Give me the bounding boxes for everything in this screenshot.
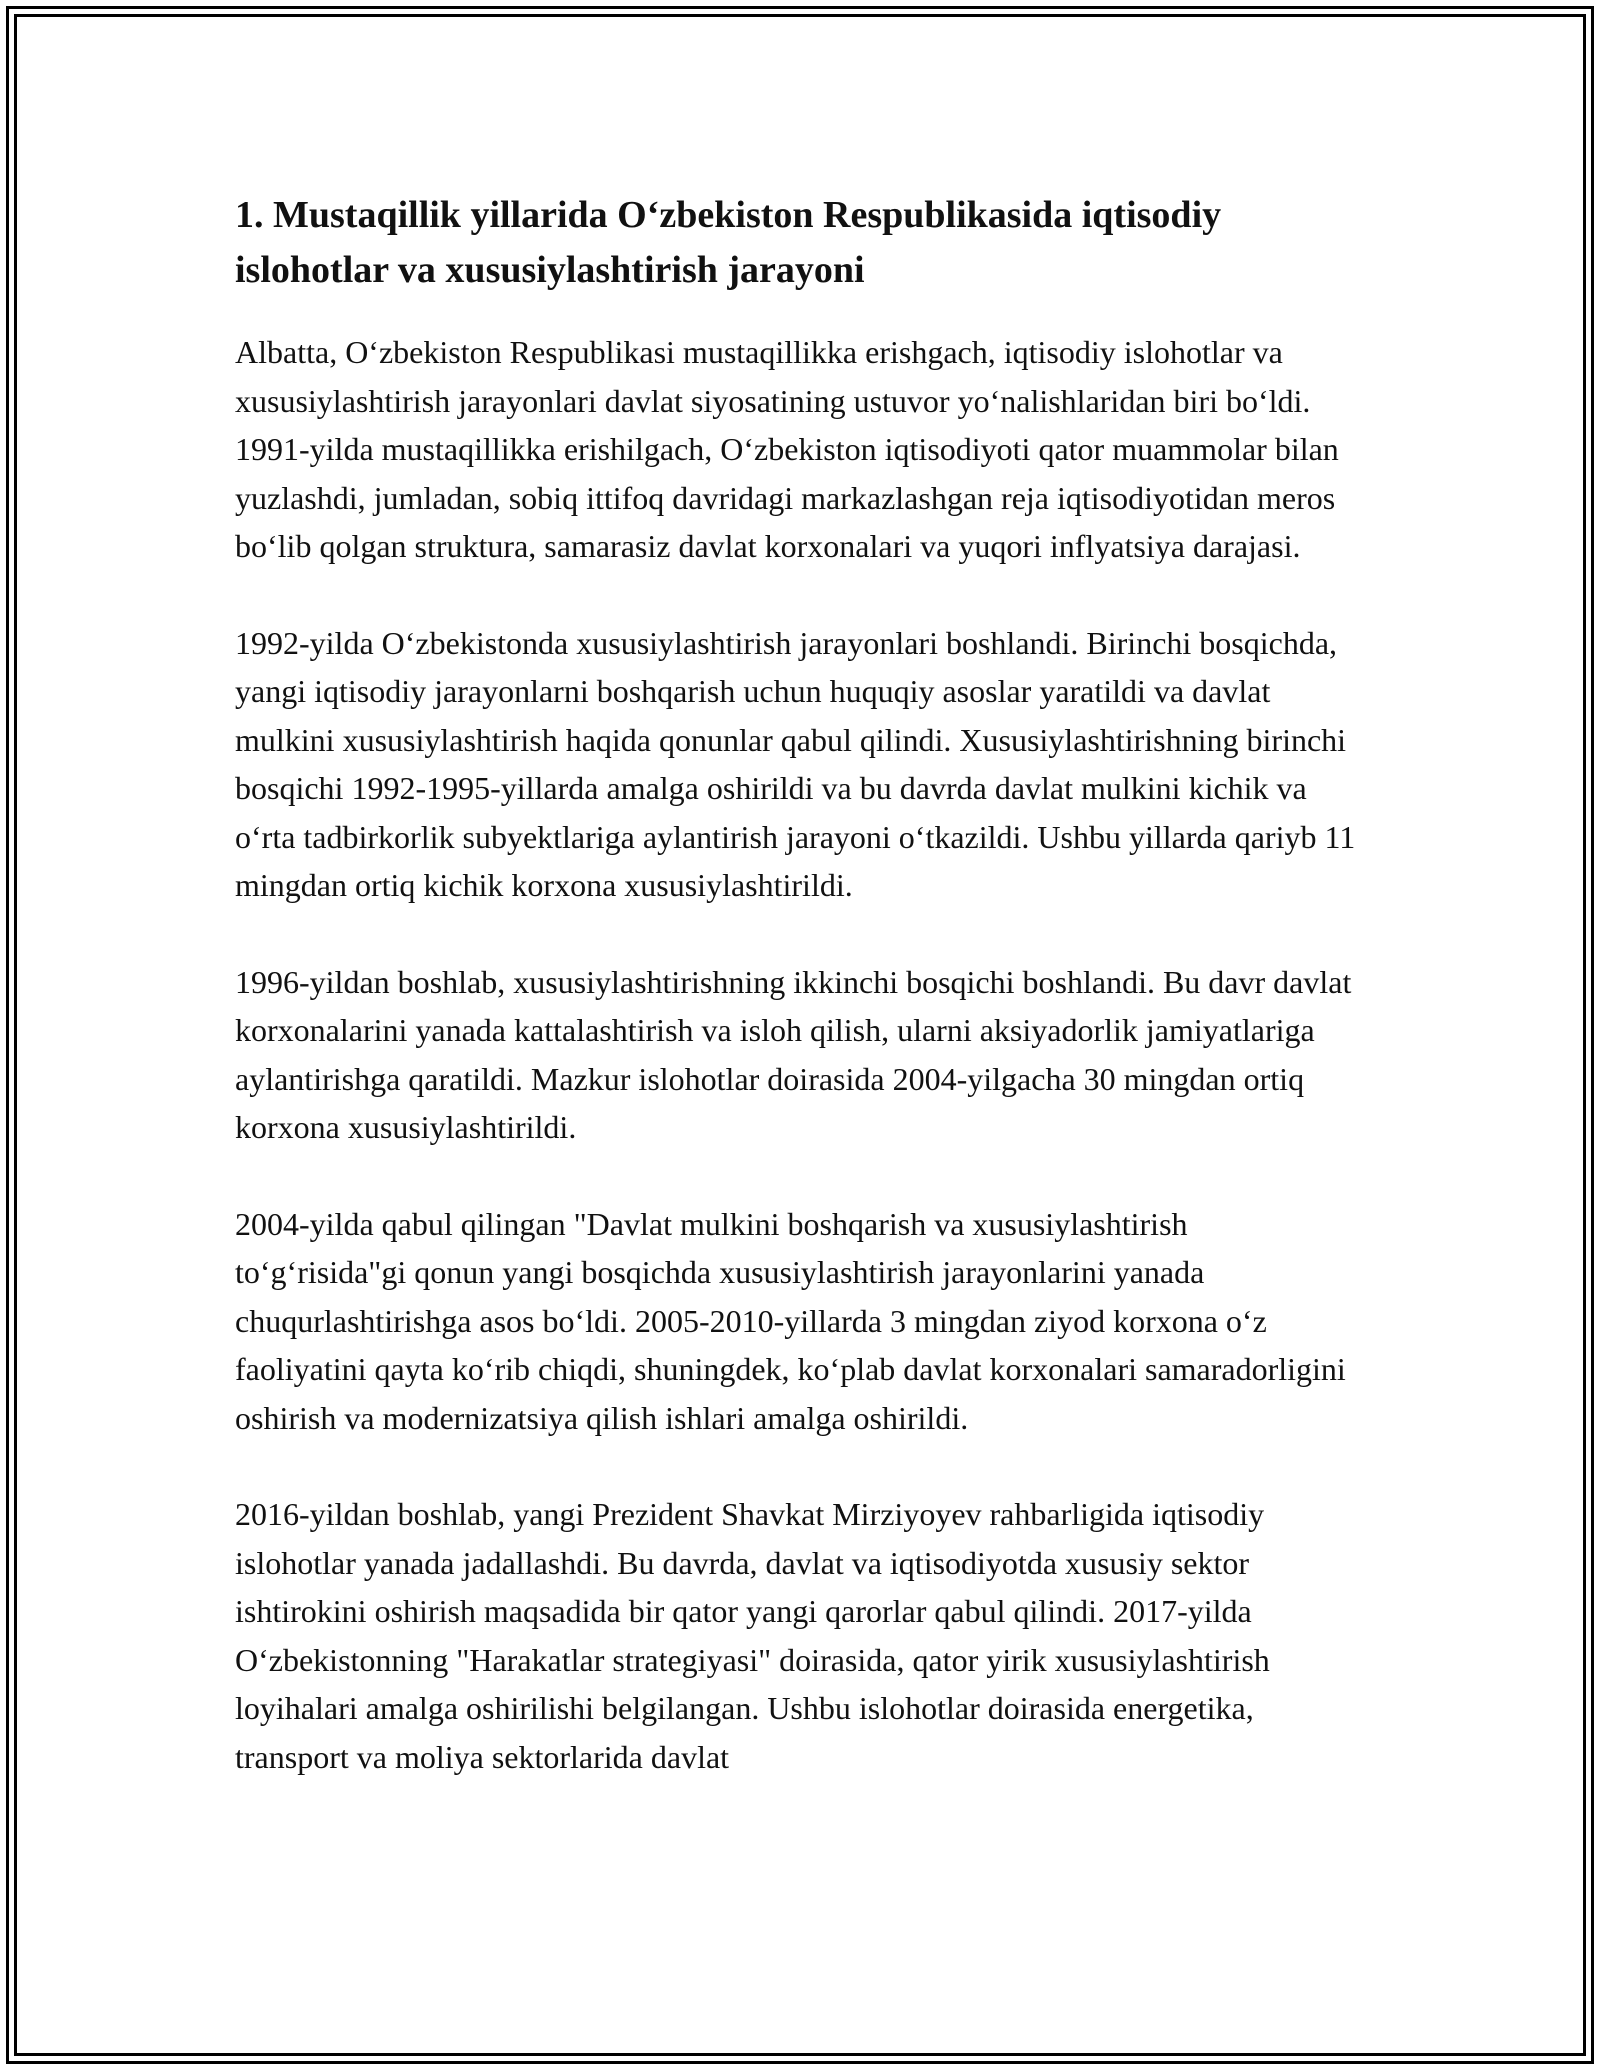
document-title: 1. Mustaqillik yillarida O‘zbekiston Respublikasida iqtisodiy islohotlar va xususiylashtirish jarayoni — [235, 194, 1222, 291]
document-body — [235, 188, 1365, 1829]
paragraph-4: 2004-yilda qabul qilingan "Davlat mulkini boshqarish va xususiylashtirish to‘g‘risida"gi qonun yangi bosqichda xususiylashtirish jarayonlarini yanada chuqurlashtirishga asos bo‘ldi. 2005-2010-yillarda 3 mingdan ziyod korxona o‘z faoliyatini qayta ko‘rib chiqdi, shuningdek, ko‘plab davlat korxonalari samaradorligini oshirish va modernizatsiya qilish ishlari amalga oshirildi. — [235, 1205, 1346, 1436]
paragraph-2: 1992-yilda O‘zbekistonda xususiylashtirish jarayonlari boshlandi. Birinchi bosqichda, yangi iqtisodiy jarayonlarni boshqarish uchun huquqiy asoslar yaratildi va davlat mulkini xususiylashtirish haqida qonunlar qabul qilindi. Xususiylashtirishning birinchi bosqichi 1992-1995-yillarda amalga oshirildi va bu davrda davlat mulkini kichik va o‘rta tadbirkorlik subyektlariga aylantirish jarayoni o‘tkazildi. Ushbu yillarda qariyb 11 mingdan ortiq kichik korxona xususiylashtirildi. — [235, 624, 1356, 903]
paragraph-3: 1996-yildan boshlab, xususiylashtirishning ikkinchi bosqichi boshlandi. Bu davr davlat korxonalarini yanada kattalashtirish va isloh qilish, ularni aksiyadorlik jamiyatlariga aylantirishga qaratildi. Mazkur islohotlar doirasida 2004-yilgacha 30 mingdan ortiq korxona xususiylashtirildi. — [235, 963, 1352, 1145]
paragraph-1: Albatta, O‘zbekiston Respublikasi mustaqillikka erishgach, iqtisodiy islohotlar va xususiylashtirish jarayonlari davlat siyosatining ustuvor yo‘nalishlaridan biri bo‘ldi. 1991-yilda mustaqillikka erishilgach, O‘zbekiston iqtisodiyoti qator muammolar bilan yuzlashdi, jumladan, sobiq ittifoq davridagi markazlashgan reja iqtisodiyotidan meros bo‘lib qolgan struktura, samarasiz davlat korxonalari va yuqori inflyatsiya darajasi. — [235, 334, 1339, 564]
paragraph-5: 2016-yildan boshlab, yangi Prezident Shavkat Mirziyoyev rahbarligida iqtisodiy islohotlar yanada jadallashdi. Bu davrda, davlat va iqtisodiyotda xususiy sektor ishtirokini oshirish maqsadida bir qator yangi qarorlar qabul qilindi. 2017-yilda O‘zbekistonning "Harakatlar strategiyasi" doirasida, qator yirik xususiylashtirish loyihalari amalga oshirilishi belgilangan. Ushbu islohotlar doirasida energetika, transport va moliya sektorlarida davlat — [235, 1496, 1270, 1775]
